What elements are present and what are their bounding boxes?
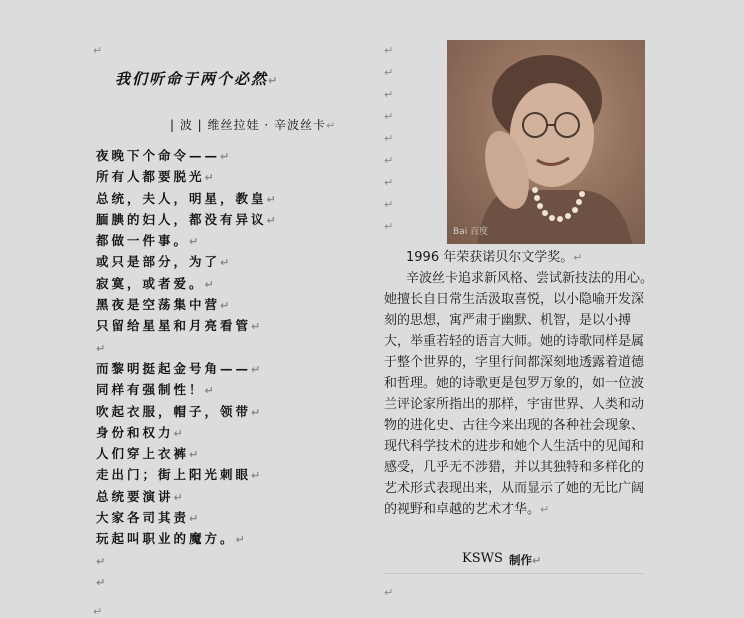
poem-title (115, 68, 279, 89)
paragraph-mark: ↵ (384, 176, 394, 189)
poem-line: 腼腆的妇人，都没有异议↵ (96, 211, 279, 227)
poem-line: 而黎明挺起金号角——↵ (96, 360, 264, 376)
poem-line: 同样有强制性！↵ (96, 382, 217, 398)
poem-line: 身份和权力↵ (96, 424, 186, 440)
poem-line: 所有人都要脱光↵ (96, 169, 217, 185)
biography-text (384, 247, 654, 520)
paragraph-mark: ↵ (384, 44, 394, 57)
poem-line: 只留给星星和月亮看管↵ (96, 318, 264, 334)
poem-line: 总统，夫人，明星，教皇↵ (96, 190, 279, 206)
poem-line: 总统要演讲↵ (96, 488, 186, 504)
portrait-illustration (447, 40, 645, 244)
credit-suffix: 制作↵ (509, 553, 542, 567)
poem-line: 寂寞，或者爱。↵ (96, 275, 217, 291)
paragraph-mark: ↵ (384, 88, 394, 101)
author-portrait-photo (447, 40, 645, 244)
poem-line: 大家各司其责↵ (96, 510, 202, 526)
baidu-watermark: Bai 百度 (453, 227, 489, 237)
poem-title-text: 我们听命于两个必然 (115, 70, 269, 88)
paragraph-mark: ↵ (384, 198, 394, 211)
paragraph-mark: ↵ (325, 119, 337, 132)
paragraph-mark: ↵ (384, 220, 394, 233)
paragraph-mark: ↵ (384, 110, 394, 123)
poem-line: 黑夜是空荡集中营↵ (96, 297, 233, 313)
paragraph-mark: ↵ (384, 132, 394, 145)
poem-line: 夜晚下个命令——↵ (96, 148, 233, 163)
poem-body (96, 145, 346, 592)
paragraph-mark: ↵ (268, 74, 280, 87)
paragraph-mark: ↵ (93, 605, 103, 618)
biography-paragraph: 辛波丝卡追求新风格、尝试新技法的用心。 她擅长自日常生活汲取喜悦，以小隐喻开发深刻的思想，寓严肃于幽默、机智，是以小搏大，举重若轻的语言大师。她的诗歌同样是属于整个世界的，字里行间都深刻地透露着道德和哲理。她的诗歌更是包罗万象的，如一位波兰评论家所指出的那样，宇宙世界、人类和动物的进化史、古往今来出现的各种社会现象、现代科学技术的进步和她个人生活中的见闻和感受，几乎无不涉猎，并以其独特和多样化的艺术形式表现出来，从而显示了她的无比广阔的视野和卓越的艺术才华。↵ (384, 271, 654, 517)
poem-author (170, 116, 336, 133)
paragraph-mark: ↵ (384, 586, 394, 599)
paragraph-mark: ↵ (384, 154, 394, 167)
poem-line: 人们穿上衣裤↵ (96, 446, 202, 462)
poem-line: 或只是部分，为了↵ (96, 254, 233, 270)
poem-line: 都做一件事。↵ (96, 233, 202, 249)
paragraph-mark: ↵ (93, 44, 103, 57)
blank-line: ↵ (96, 554, 109, 568)
award-caption: 1996 年荣获诺贝尔文学奖。↵ (406, 250, 583, 265)
blank-line: ↵ (96, 575, 109, 589)
credit-line (384, 545, 644, 574)
paragraph-mark: ↵ (384, 66, 394, 79)
blank-line: ↵ (96, 341, 109, 355)
poem-line: 走出门；街上阳光刺眼↵ (96, 467, 264, 483)
poem-author-text: | 波 | 维丝拉娃 · 辛波丝卡 (170, 118, 326, 132)
credit-author: KSWS (462, 551, 503, 566)
poem-line: 吹起衣服，帽子，领带↵ (96, 403, 264, 419)
poem-line: 玩起叫职业的魔方。↵ (96, 531, 248, 547)
